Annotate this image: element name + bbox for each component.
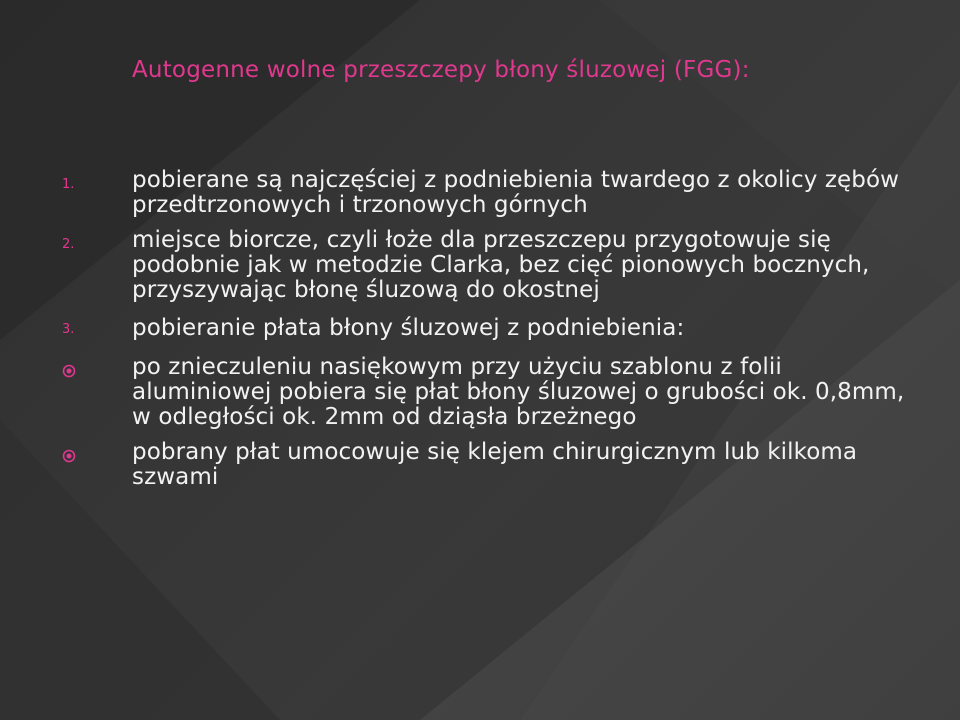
- list-number: 1.: [62, 177, 75, 192]
- list-item-text: pobrany płat umocowuje się klejem chirurgicznym lub kilkoma szwami: [132, 439, 858, 490]
- bulleted-list-item: [62, 355, 922, 430]
- bulleted-list-item: [62, 440, 922, 490]
- circle-dot-bullet-icon: [62, 440, 132, 475]
- slide-title: Autogenne wolne przeszczepy błony śluzowej (FGG):: [132, 57, 750, 83]
- numbered-list-item: [62, 228, 922, 303]
- list-number: 2.: [62, 237, 75, 252]
- circle-dot-bullet-icon: [62, 355, 132, 390]
- list-item-text: po znieczuleniu nasiękowym przy użyciu szablonu z folii aluminiowej pobiera się płat błony śluzowej o grubości ok. 0,8mm, w odległości ok. 2mm od dziąsła brzeżnego: [132, 354, 905, 430]
- numbered-list-item: [62, 168, 922, 218]
- list-item-text: miejsce biorcze, czyli łoże dla przeszczepu przygotowuje się podobnie jak w metodzie Clarka, bez cięć pionowych bocznych, przyszywając błonę śluzową do okostnej: [132, 227, 870, 303]
- numbered-list-item: [62, 313, 922, 345]
- list-item-text: pobieranie płata błony śluzowej z podniebienia:: [132, 315, 685, 341]
- list-item-text: pobierane są najczęściej z podniebienia twardego z okolicy zębów przedtrzonowych i trzonowych górnych: [132, 167, 900, 218]
- list-number: 3.: [62, 322, 75, 337]
- content-list: [62, 168, 922, 500]
